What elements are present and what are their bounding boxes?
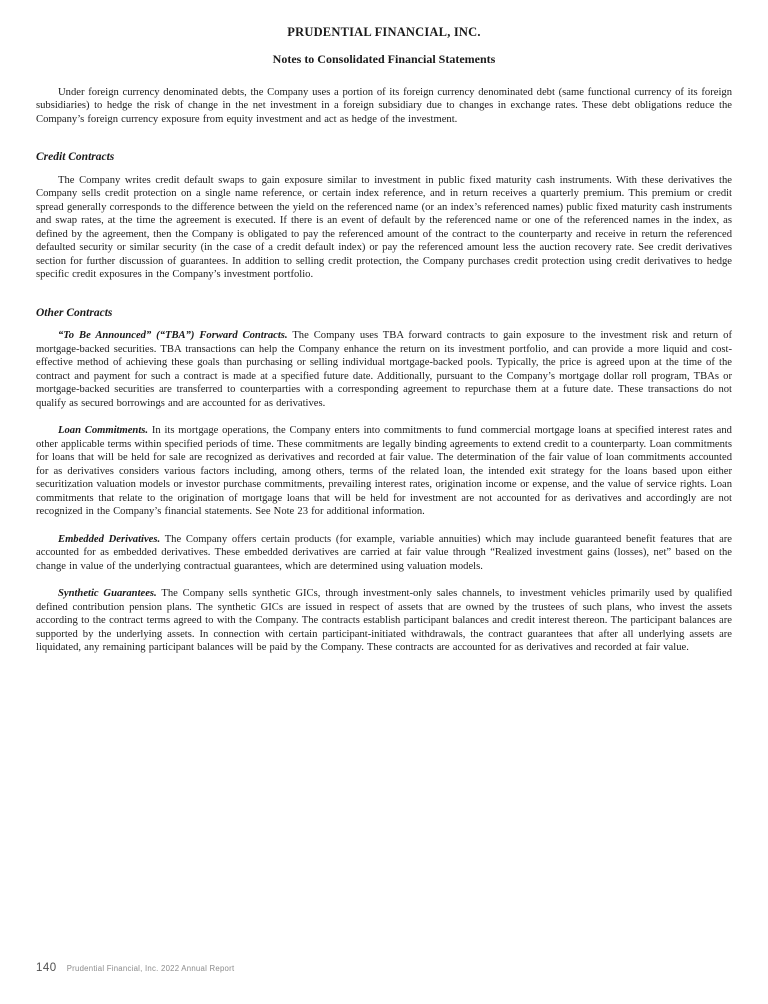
document-title: PRUDENTIAL FINANCIAL, INC. — [287, 25, 481, 39]
section-heading-other-contracts: Other Contracts — [36, 306, 113, 319]
paragraph-synthetic-guarantees — [36, 587, 732, 655]
paragraph-text: The Company uses TBA forward contracts to gain exposure to the investment risk and return of mortgage-backed securities. TBA transactions can help the Company enhance the return on its investment portfolio, and can provide a more liquid and cost-effective method of achieving these goals than purchasing or selling individual mortgage-backed pools. Typically, the price is agreed upon at the time of the contract and payment for such a contract is made at a specified future date. Additionally, pursuant to the Company’s mortgage dollar roll program, TBAs or mortgage-backed securities are transferred to counterparties with a corresponding agreement to repurchase them at a future date. These transactions do not qualify as secured borrowings and are accounted for as derivatives. — [36, 330, 732, 409]
paragraph-text: In its mortgage operations, the Company enters into commitments to fund commercial mortgage loans at specified interest rates and other applicable terms within specified periods of time. These commitments are legally binding agreements to extend credit to a counterparty. Loan commitments for loans that will be held for sale are recognized as derivatives and recorded at fair value. The determination of the fair value of loan commitments accounted for as derivatives considers various factors including, among others, terms of the related loan, the intended exit strategy for the loans based upon either securitization valuation models or investor purchase commitments, prevailing interest rates, origination income or expense, and the value of service rights. Loan commitments that relate to the origination of mortgage loans that will be held for investment are not accounted for as derivatives and accordingly are not recognized in the Company’s financial statements. See Note 23 for additional information. — [36, 425, 732, 517]
paragraph-tba-forward-contracts — [36, 329, 732, 410]
section-heading-credit-contracts: Credit Contracts — [36, 151, 115, 163]
paragraph-lead: Synthetic Guarantees. — [58, 588, 157, 599]
paragraph-lead: “To Be Announced” (“TBA”) Forward Contracts. — [58, 330, 288, 341]
document-header — [36, 26, 732, 65]
paragraph-lead: Loan Commitments. — [58, 425, 149, 436]
paragraph-text: The Company offers certain products (for example, variable annuities) which may include guaranteed benefit features that are accounted for as embedded derivatives. These embedded derivatives are carried at fair value through “Realized investment gains (losses), net” based on the change in value of the underlying contractual guarantees, which are determined using valuation models. — [36, 533, 733, 572]
paragraph-lead: Embedded Derivatives. — [58, 533, 161, 545]
page-number: 140 — [36, 962, 57, 974]
paragraph-credit-contracts — [36, 174, 732, 282]
paragraph-foreign-currency-debts — [36, 86, 732, 127]
document-subtitle: Notes to Consolidated Financial Statements — [272, 51, 496, 66]
page-footer — [36, 962, 234, 974]
paragraph-text: Under foreign currency denominated debts, the Company uses a portion of its foreign currency denominated debt (same functional currency of its foreign subsidiaries) to hedge the risk of change in the net investment in a foreign subsidiary due to changes in exchange rates. These debt obligations reduce the Company’s foreign currency exposure from equity investment and act as hedge of the investment. — [36, 86, 732, 125]
document-body — [36, 86, 732, 655]
footer-report-label: Prudential Financial, Inc. 2022 Annual Report — [66, 964, 235, 973]
paragraph-text: The Company sells synthetic GICs, through investment-only sales channels, to investment vehicles primarily used by qualified defined contribution pension plans. The synthetic GICs are issued in respect of assets that are owned by the trustees of such plans, who invest the assets according to the contract terms agreed to with the Company. The contracts establish participant balances and credit interest thereon. The participant balances are supported by the underlying assets. In connection with certain participant-initiated withdrawals, the contract guarantees that after all underlying assets are liquidated, any remaining participant balances will be paid by the Company. These contracts are accounted for as derivatives and recorded at fair value. — [36, 588, 732, 653]
paragraph-embedded-derivatives — [36, 533, 732, 574]
paragraph-text: The Company writes credit default swaps to gain exposure similar to investment in public fixed maturity cash instruments. With these derivatives the Company sells credit protection on a single name reference, or certain index reference, and in return receives a quarterly premium. This premium or credit spread generally corresponds to the difference between the yield on the referenced name (or an index’s referenced names) public fixed maturity cash instruments and swap rates, at the time the agreement is executed. If there is an event of default by the referenced name or one of the referenced names in the index, as defined by the agreement, then the Company is obligated to pay the referenced amount of the contract to the counterparty and receive in return the referenced defaulted security or similar security (in the case of a credit default index) or pay the referenced amount less the auction recovery rate. See credit derivatives section for further discussion of guarantees. In addition to selling credit protection, the Company purchases credit protection using credit derivatives to hedge specific credit exposures in the Company’s investment portfolio. — [36, 174, 732, 280]
paragraph-loan-commitments — [36, 424, 732, 519]
